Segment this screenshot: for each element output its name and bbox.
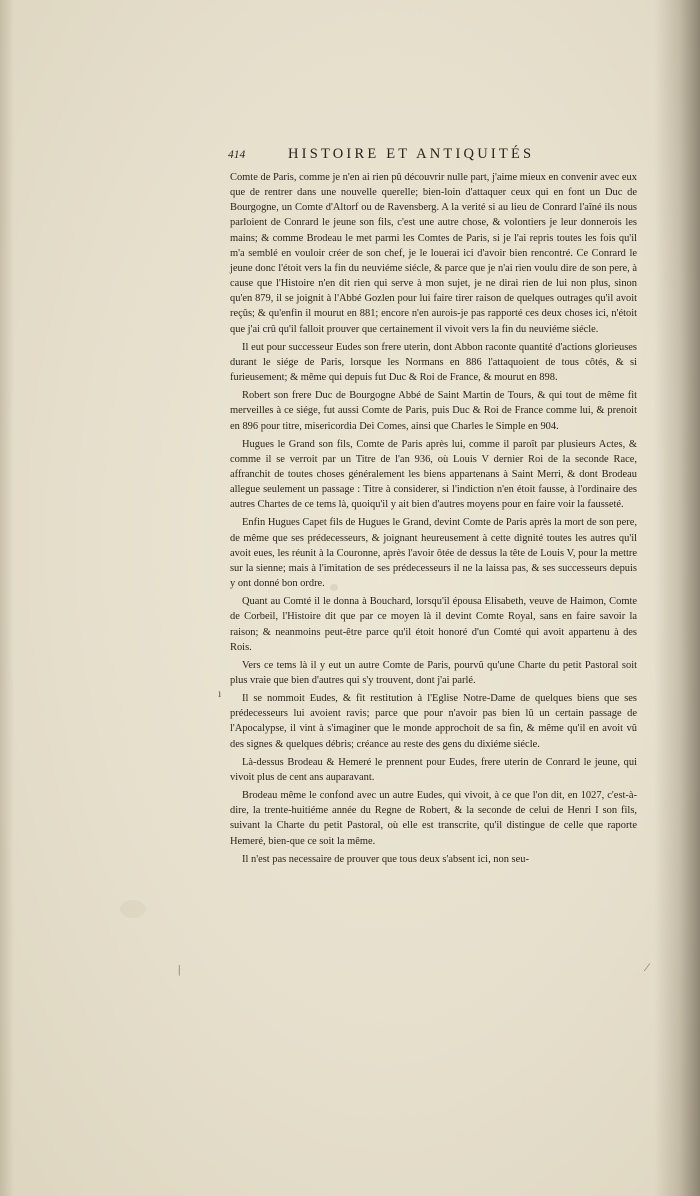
paragraph: Brodeau même le confond avec un autre Eudes, qui vivoit, à ce que l'on dit, en 1027, c'est-à-dire, la trente-huitiéme année du Regne de Robert, & la seconde de celui de Henri I son fils, suivant la Charte du petit Pastoral, où elle est transcrite, qu'il distingue de celle que raporte Hemeré, bien-que ce soit la même. [230,790,637,847]
paragraph: Hugues le Grand son fils, Comte de Paris après lui, comme il paroît par plusieurs Actes, & comme il se verroit par un Titre de l'an 936, où Louis V dernier Roi de la seconde Race, affranchit de toutes choses généralement les biens appartenans à Saint Merri, & dont Brodeau allegue seulement un passage : Titre à considerer, si l'indiction n'en étoit fausse, à l'ordinaire des autres Chartes de ce tems là, quoiqu'il y ait bien d'autres moyens pour en faire voir la fausseté. [230,438,637,511]
paragraph: Quant au Comté il le donna à Bouchard, lorsqu'il épousa Elisabeth, veuve de Haimon, Comte de Corbeil, l'Histoire dit que par ce moyen là il devint Comte Royal, sans en faire savoir la raison; & neanmoins peut-être parce qu'il étoit honoré d'un Comté qui avoit appartenu à des Rois. [230,596,637,653]
paragraph: Vers ce tems là il y eut un autre Comte de Paris, pourvû qu'une Charte du petit Pastoral soit plus vraie que bien d'autres qui s'y trouvent, dont j'ai parlé. [230,659,637,686]
margin-mark: ı [218,686,222,700]
paragraph: Comte de Paris, comme je n'en ai rien pû découvrir nulle part, j'aime mieux en convenir avec eux que de rentrer dans une nouvelle querelle; bien-loin d'attaquer ceux qui en font un Duc de Bourgogne, un Comte d'Altorf ou de Ravensberg. A la verité si au lieu de Conrard l'aîné ils nous parloient de Conrard le jeune son fils, c'est une autre chose, & volontiers je leur donnerois les mains; & comme Brodeau le met parmi les Comtes de Paris, si je l'ai repris toutes les fois qu'il m'a semblé en vouloir créer de son chef, je le louerai ici d'avoir bien rencontré. Ce Conrard le jeune donc l'étoit vers la fin du neuviéme siécle, & parce que je n'ai rien voulu dire de son pere, à cause que l'Histoire n'en dit rien qui serve à mon sujet, je ne dirai rien de lui non plus, sinon qu'en 879, il se joignit à l'Abbé Gozlen pour lui faire tirer raison de quelques outrages qu'il avoit reçûs; & qu'enfin il mourut en 881; encore n'en aurois-je pas rapporté ces deux choses ici, n'étoit que j'ai crû qu'il falloit prouver que certainement il vivoit vers la fin du neuviéme siécle. [230,172,637,335]
margin-mark: | [178,962,181,976]
paragraph: Il n'est pas necessaire de prouver que tous deux s'absent ici, non seu- [242,853,529,865]
paragraph: Là-dessus Brodeau & Hemeré le prennent pour Eudes, frere uterin de Conrard le jeune, qui vivoit plus de cent ans auparavant. [230,756,637,783]
paragraph: Robert son frere Duc de Bourgogne Abbé de Saint Martin de Tours, & qui tout de même fit merveilles à ce siége, fut aussi Comte de Paris, puis Duc & Roi de France comme lui, & prenoit en 896 pour titre, misericordia Dei Comes, ainsi que Charles le Simple en 904. [230,390,637,432]
page-left-edge [0,0,14,1196]
body-text [230,170,637,867]
spine-shadow [654,0,700,1196]
paper-stain [120,900,146,918]
paragraph: Enfin Hugues Capet fils de Hugues le Grand, devint Comte de Paris après la mort de son pere, de même que ses prédecesseurs, & joignant heureusement à cette dignité toutes les autres qu'il avoit eues, les réunit à la Couronne, après l'avoir ôtée de dessus la tête de Louis V, pour la mettre sur la sienne; mais à l'imitation de ses prédecesseurs il ne la laissa pas, & ses successeurs depuis y ont donné bon ordre. [230,517,637,590]
page-header [228,146,636,166]
paragraph: Il eut pour successeur Eudes son frere uterin, dont Abbon raconte quantité d'actions glorieuses durant le siége de Paris, lorsque les Normans en 886 l'attaquoient de tous côtés, & si furieusement; & même qui depuis fut Duc & Roi de France, & mourut en 898. [230,341,637,384]
paragraph: Il se nommoit Eudes, & fit restitution à l'Eglise Notre-Dame de quelques biens que ses prédecesseurs lui avoient ravis; parce que pour n'avoir pas bien lû un certain passage de l'Apocalypse, il vint à s'imaginer que le monde approchoit de sa fin, & même qu'il en avoit vû des signes & quelques débris; créance au reste des gens du dixiéme siécle. [230,693,637,750]
running-title: HISTOIRE ET ANTIQUITÉS [288,146,535,162]
page-number: 414 [228,149,246,161]
margin-mark: ⁄ [646,960,649,974]
